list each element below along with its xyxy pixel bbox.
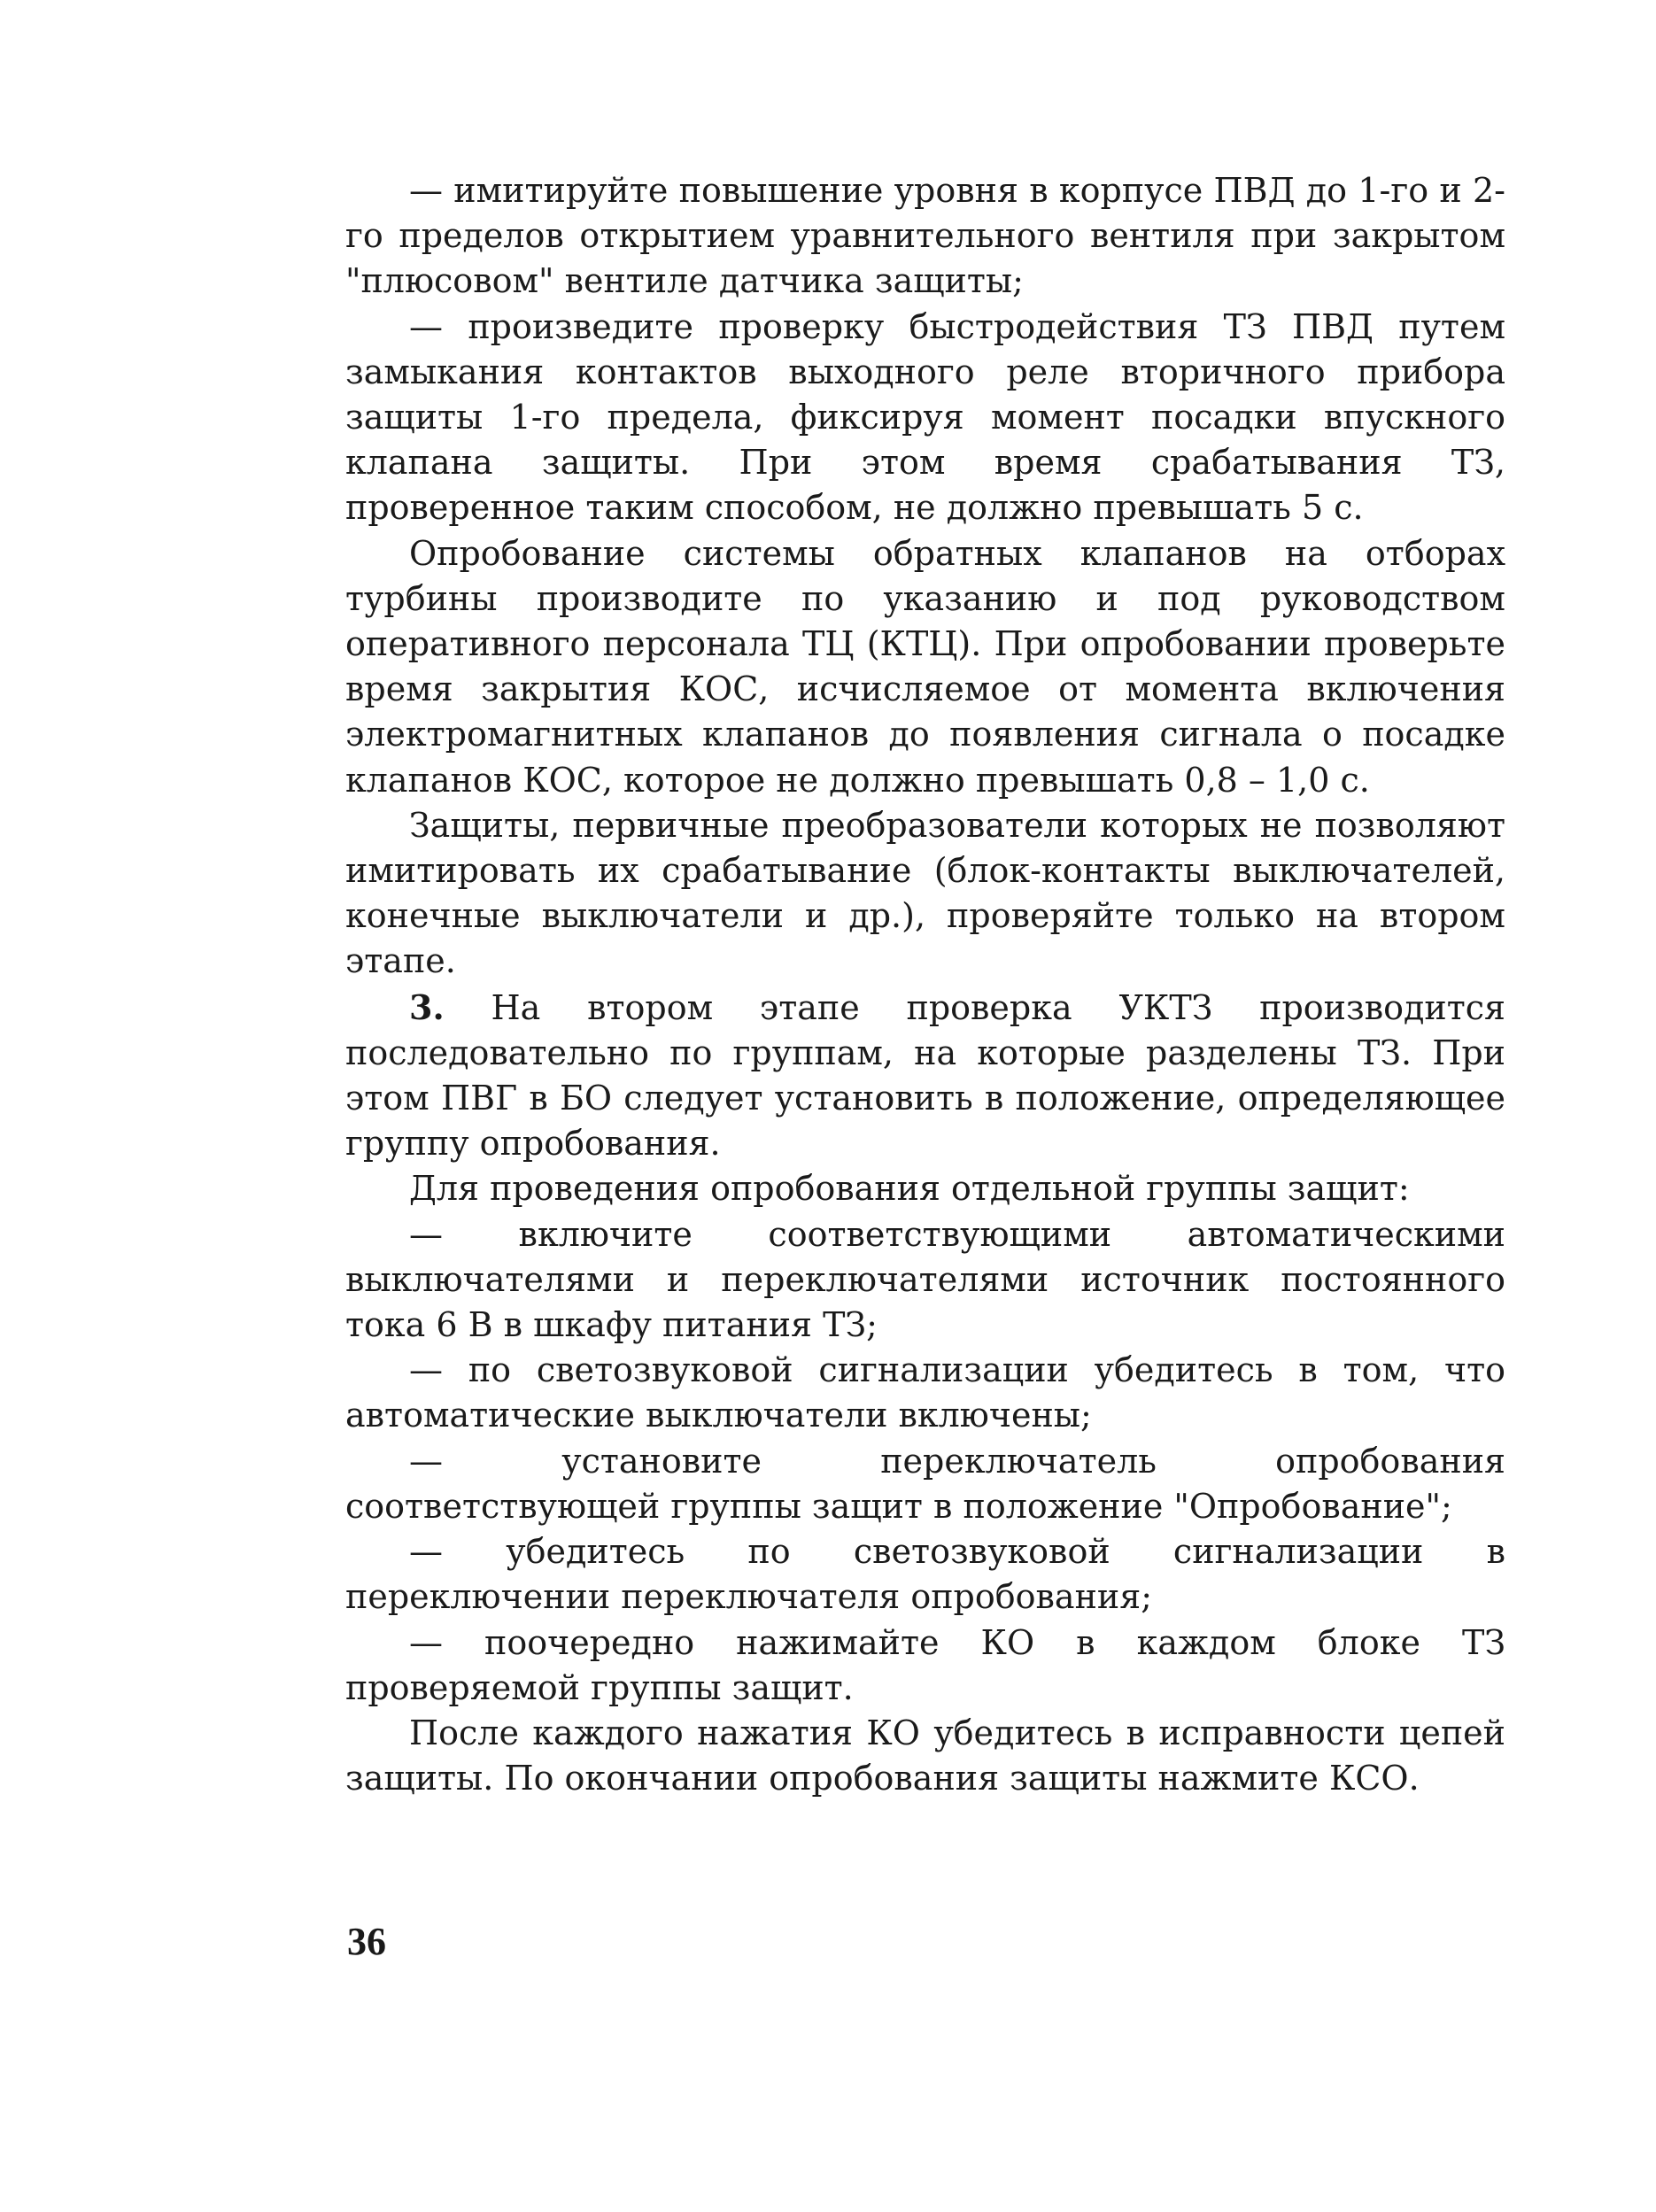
item-number: 3. (409, 986, 445, 1027)
body-text (345, 168, 1505, 1801)
paragraph-bullet-power-on (345, 1212, 1505, 1349)
paragraph-check-valves (345, 531, 1505, 803)
paragraph-bullet-set-switch (345, 1439, 1505, 1529)
paragraph-text: Для проведения опробования отдельной группы защит: (409, 1169, 1410, 1209)
paragraph-text: — включите соответствующими автоматическими выключателями и переключателями источник постоянного тока 6 В в шкафу питания ТЗ; (345, 1214, 1505, 1345)
paragraph-bullet-imitate-level (345, 168, 1505, 305)
paragraph-text: — произведите проверку быстродействия ТЗ ПВД путем замыкания контактов выходного реле вторичного прибора защиты 1-го предела, фиксируя момент посадки впускного клапана защиты. При этом время срабатывания ТЗ, проверенное таким способом, не должно превышать 5 с. (345, 306, 1505, 528)
paragraph-bullet-press-ko (345, 1620, 1505, 1711)
paragraph-text: — убедитесь по светозвуковой сигнализации в переключении переключателя опробования; (345, 1532, 1505, 1617)
paragraph-text: После каждого нажатия КО убедитесь в исправности цепей защиты. По окончании опробования защиты нажмите КСО. (345, 1713, 1505, 1798)
page-number: 36 (347, 1920, 386, 1963)
paragraph-text: На втором этапе проверка УКТЗ производится последовательно по группам, на которые разделены ТЗ. При этом ПВГ в БО следует установить в положение, определяющее группу опробования. (345, 987, 1505, 1164)
paragraph-second-stage-only (345, 803, 1505, 985)
paragraph-text: Защиты, первичные преобразователи которых не позволяют имитировать их срабатывание (блок-контакты выключателей, конечные выключатели и др.), проверяйте только на втором этапе. (345, 805, 1505, 981)
paragraph-item-3 (345, 985, 1505, 1167)
paragraph-text: — по светозвуковой сигнализации убедитесь в том, что автоматические выключатели включены; (345, 1350, 1505, 1435)
paragraph-bullet-check-breakers (345, 1348, 1505, 1438)
paragraph-bullet-verify-switch (345, 1529, 1505, 1620)
paragraph-after-press (345, 1711, 1505, 1801)
paragraph-text: — поочередно нажимайте КО в каждом блоке ТЗ проверяемой группы защит. (345, 1622, 1505, 1707)
paragraph-group-test-intro (345, 1166, 1505, 1211)
paragraph-text: Опробование системы обратных клапанов на отборах турбины производите по указанию и под руководством оперативного персонала ТЦ (КТЦ). При опробовании проверьте время закрытия КОС, исчисляемое от момента включения электромагнитных клапанов до появления сигнала о посадке клапанов КОС, которое не должно превышать 0,8 – 1,0 с. (345, 533, 1505, 800)
paragraph-bullet-speed-check (345, 305, 1505, 531)
paragraph-text: — имитируйте повышение уровня в корпусе ПВД до 1-го и 2-го пределов открытием уравнительного вентиля при закрытом "плюсовом" вентиле датчика защиты; (345, 171, 1505, 301)
paragraph-text: — установите переключатель опробования соответствующей группы защит в положение "Опробование"; (345, 1441, 1505, 1526)
